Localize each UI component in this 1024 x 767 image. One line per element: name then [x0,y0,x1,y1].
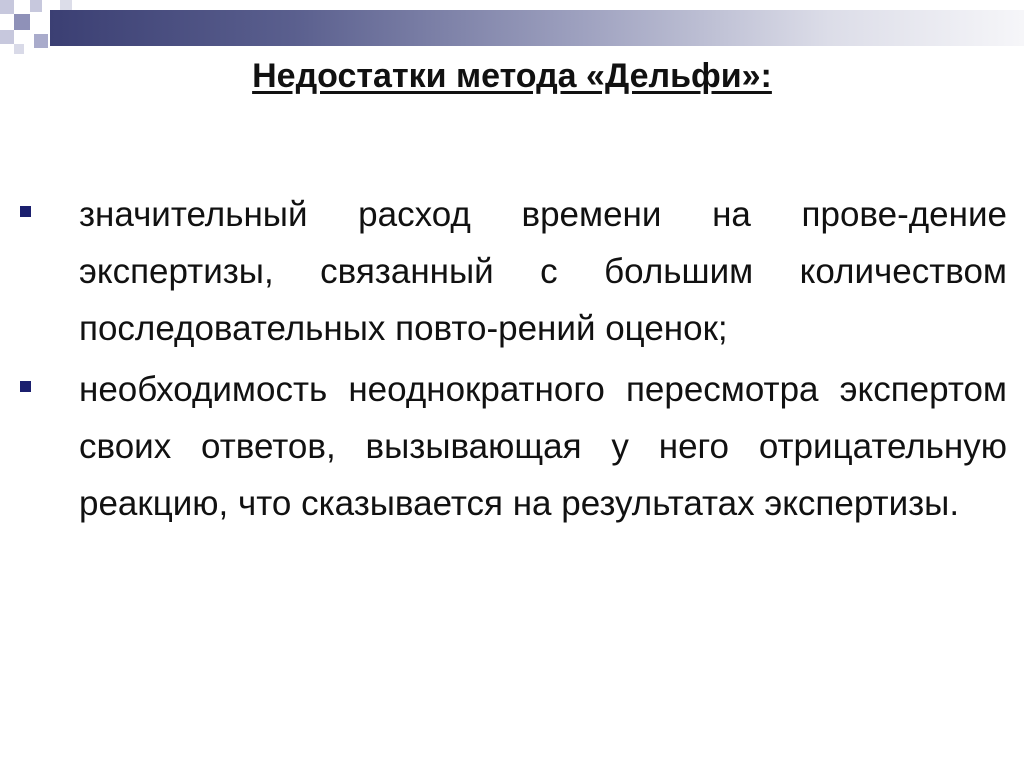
decor-square [14,44,24,54]
slide-title-text: Недостатки метода «Дельфи»: [252,57,772,95]
square-bullet-icon [20,381,31,392]
slide-title [0,57,1024,96]
decor-square [34,34,48,48]
bullet-item [0,361,1024,532]
bullet-text: необходимость неоднократного пересмотра экспертом своих ответов, вызывающая у него отрицательную реакцию, что сказывается на результатах экспертизы. [79,370,1007,523]
header-band-decoration [50,10,1024,46]
square-bullet-icon [20,206,31,217]
decor-square [14,14,30,30]
bullet-text: значительный расход времени на прове-дение экспертизы, связанный с большим количеством последовательных повто-рений оценок; [79,195,1007,348]
decor-square [0,30,14,44]
bullet-list [0,186,1024,536]
decor-square [0,0,14,14]
decor-square [60,0,72,10]
bullet-item [0,186,1024,357]
decor-square [30,0,42,12]
